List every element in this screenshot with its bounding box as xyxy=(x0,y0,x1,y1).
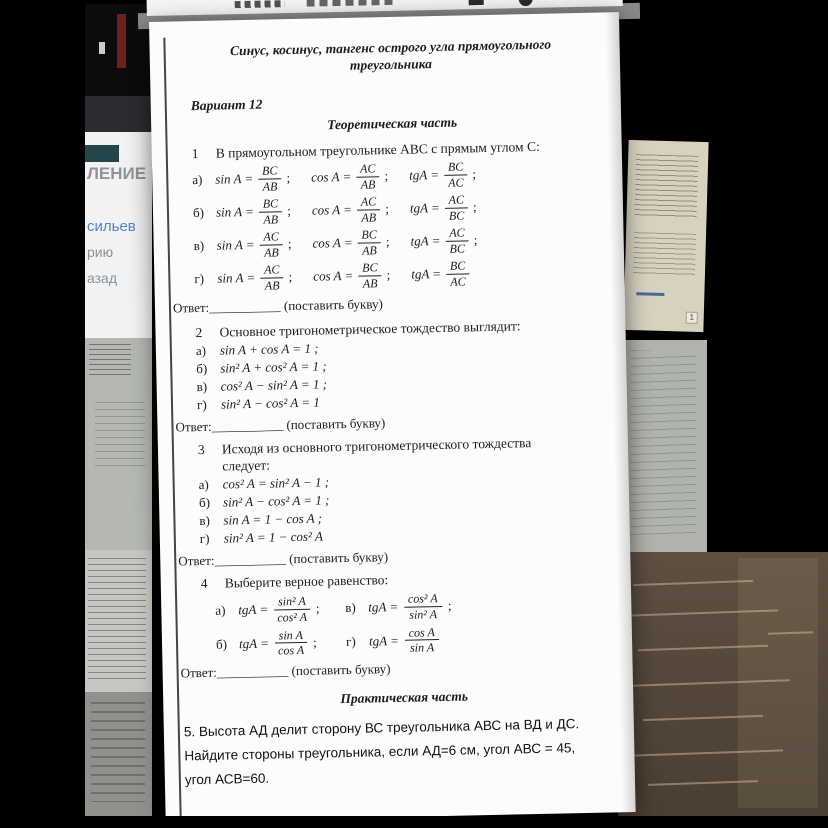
option-formula: cos² A = sin² A − 1 ; xyxy=(222,473,330,492)
document-page-thumbnail[interactable] xyxy=(623,140,708,332)
option-label: г) xyxy=(199,530,210,546)
question-number: 2 xyxy=(195,324,203,340)
sin-lhs: sin A = xyxy=(217,270,256,286)
semicolon: ; xyxy=(386,267,391,283)
cropped-text-mark xyxy=(307,0,397,7)
fraction-numerator: AC xyxy=(445,226,469,241)
tg-lhs: tgA = xyxy=(409,167,440,184)
q5-line-1: 5. Высота АД делит сторону ВС треугольника АВС на ВД и ДС. xyxy=(183,716,580,740)
tg-lhs: tgA = xyxy=(410,233,441,249)
notebook-text-block xyxy=(88,558,146,682)
cos-lhs: cos A = xyxy=(311,169,352,186)
fraction xyxy=(444,160,468,189)
fraction-denominator: AC xyxy=(448,175,464,190)
photo-highlight xyxy=(99,42,105,54)
question-text xyxy=(222,434,532,474)
q4-options-row-1 xyxy=(215,588,604,625)
webpage-heading-fragment: ЛЕНИЕ xyxy=(87,164,147,183)
tg-expression xyxy=(411,259,475,289)
semicolon: ; xyxy=(473,232,478,248)
cos-expression xyxy=(311,162,389,193)
worksheet-content xyxy=(172,35,607,793)
thumbnail-paragraph-lines xyxy=(633,232,696,278)
option-label: б) xyxy=(215,636,228,652)
photo-lower-band xyxy=(85,96,152,132)
q4-option xyxy=(215,594,346,626)
fraction xyxy=(357,195,381,224)
tg-lhs: tgA = xyxy=(409,200,440,216)
tg-lhs: tgA = xyxy=(238,601,269,618)
theory-section-heading: Теоретическая часть xyxy=(327,114,458,133)
fraction xyxy=(358,261,382,290)
notebook-photo-left-middle xyxy=(85,550,152,692)
fraction-denominator: AB xyxy=(264,277,280,293)
sin-lhs: sin A = xyxy=(215,171,254,188)
semicolon: ; xyxy=(472,166,477,182)
cropped-square-icon xyxy=(469,0,484,5)
semicolon: ; xyxy=(315,600,320,616)
tg-expression xyxy=(410,226,477,256)
fraction-numerator: sin A xyxy=(275,628,307,644)
question-text: Основное тригонометрическое тождество выглядит: xyxy=(219,317,521,340)
title-line-1: Синус, косинус, тангенс острого угла прямоугольного xyxy=(229,36,552,59)
sin-expression xyxy=(216,197,291,227)
tg-lhs: tgA = xyxy=(411,266,442,282)
fraction-numerator: BC xyxy=(358,261,382,276)
answer-line-q2: Ответ:___________ (поставить букву) xyxy=(175,414,386,435)
fraction-denominator: AB xyxy=(263,212,279,227)
option-label: а) xyxy=(192,172,203,188)
sin-lhs: sin A = xyxy=(215,204,255,220)
question-text: Выберите верное равенство: xyxy=(224,571,389,591)
semicolon: ; xyxy=(384,168,389,184)
q1-option-row-a xyxy=(192,158,595,195)
option-formula: cos² A − sin² A = 1 ; xyxy=(220,375,328,394)
webpage-logo-block xyxy=(85,145,119,162)
notebook-text-block xyxy=(91,702,145,802)
option-label: б) xyxy=(192,205,205,221)
fraction xyxy=(275,628,308,658)
fraction-numerator: BC xyxy=(258,164,282,179)
fraction-denominator: AB xyxy=(361,210,377,225)
webpage-text-fragment-1: рию xyxy=(87,244,114,260)
fraction xyxy=(259,197,283,226)
cos-expression xyxy=(313,261,391,292)
option-label: г) xyxy=(194,271,205,287)
fraction-denominator: sin A xyxy=(409,640,435,656)
notebook-photo-left-lower xyxy=(85,692,152,816)
option-formula: sin² A − cos² A = 1 xyxy=(220,394,320,412)
option-formula: sin A = 1 − cos A ; xyxy=(223,510,323,528)
q4-option xyxy=(216,628,347,660)
fraction-denominator: AB xyxy=(262,179,278,194)
webpage-author-link[interactable]: сильев xyxy=(87,218,136,235)
option-label: б) xyxy=(196,360,208,376)
fraction xyxy=(444,193,468,222)
handwriting-stroke xyxy=(633,580,753,586)
question-number: 3 xyxy=(197,441,205,457)
fraction-denominator: cos² A xyxy=(277,609,308,625)
option-label: г) xyxy=(345,633,356,649)
fraction-numerator: BC xyxy=(259,197,283,212)
fraction xyxy=(356,162,380,191)
q5-line-3: угол АСВ=60. xyxy=(184,771,270,788)
tg-lhs: tgA = xyxy=(238,635,270,652)
option-label: б) xyxy=(198,494,211,510)
thumbnail-link-line xyxy=(636,292,664,296)
cos-lhs: cos A = xyxy=(312,235,353,251)
q5-line-2: Найдите стороны треугольника, если АД=6 см, угол АВС = 45, xyxy=(184,740,576,764)
question-text-line-2: следует: xyxy=(222,457,271,474)
fraction-denominator: BC xyxy=(448,208,465,223)
option-formula: sin² A + cos² A = 1 ; xyxy=(220,357,327,376)
semicolon: ; xyxy=(288,269,293,285)
question-4 xyxy=(201,566,603,591)
variant-label: Вариант 12 xyxy=(190,96,263,114)
fraction-numerator: AC xyxy=(356,162,380,177)
tg-lhs: tgA = xyxy=(368,598,399,615)
fraction xyxy=(405,626,440,656)
photo-red-light xyxy=(117,14,126,68)
option-label: а) xyxy=(198,476,209,492)
answer-line-q4: Ответ:___________ (поставить букву) xyxy=(180,661,391,681)
fraction xyxy=(445,226,469,255)
semicolon: ; xyxy=(385,201,390,217)
fraction-denominator: AB xyxy=(360,177,376,192)
fraction-numerator: AC xyxy=(444,193,468,208)
option-formula: sin² A − cos² A = 1 ; xyxy=(222,491,330,510)
sin-lhs: sin A = xyxy=(216,237,255,253)
notebook-light-patch xyxy=(738,558,818,808)
fraction-denominator: BC xyxy=(449,241,466,256)
q1-option-row-g xyxy=(194,256,597,293)
fraction-numerator: cos A xyxy=(405,626,439,642)
fraction-numerator: sin² A xyxy=(274,594,310,610)
question-number: 1 xyxy=(191,145,199,162)
cos-lhs: cos A = xyxy=(311,202,353,218)
question-5 xyxy=(184,712,609,793)
semicolon: ; xyxy=(385,234,390,250)
answer-line-q3: Ответ:___________ (поставить букву) xyxy=(178,548,389,569)
semicolon: ; xyxy=(472,199,477,215)
fraction xyxy=(404,592,442,622)
worksheet-page xyxy=(149,12,636,822)
fraction-numerator: AC xyxy=(260,263,284,278)
answer-line-q1: Ответ:___________ (поставить букву) xyxy=(172,295,383,316)
fraction xyxy=(446,259,470,288)
brown-notebook-photo xyxy=(618,552,828,817)
option-label: в) xyxy=(196,378,208,394)
cropped-circle-icon xyxy=(519,0,533,6)
title-line-2: треугольника xyxy=(349,56,433,73)
tg-expression xyxy=(410,193,477,223)
fraction-numerator: cos² A xyxy=(404,592,442,608)
cropped-text-mark xyxy=(235,0,285,8)
option-label: в) xyxy=(193,238,205,254)
q4-option xyxy=(345,591,452,622)
q4-option xyxy=(346,625,446,656)
sin-expression xyxy=(215,164,290,194)
tg-lhs: tgA = xyxy=(368,632,400,649)
tg-expression xyxy=(409,160,476,190)
fraction-denominator: cos A xyxy=(277,643,305,658)
option-formula: sin² A = 1 − cos² A xyxy=(223,528,323,546)
cos-lhs: cos A = xyxy=(313,267,354,284)
option-label: а) xyxy=(215,602,226,618)
question-text: В прямоугольном треугольнике ABC с прямым углом C: xyxy=(215,138,540,161)
sin-expression xyxy=(216,230,291,260)
semicolon: ; xyxy=(286,170,291,186)
background-webpage-panel xyxy=(85,132,152,338)
fraction-denominator: AB xyxy=(362,275,378,291)
worksheet-title xyxy=(189,35,592,77)
question-number: 4 xyxy=(200,575,208,591)
bottom-letterbox-bar xyxy=(0,816,828,828)
cos-expression xyxy=(312,228,390,259)
notebook-text-block xyxy=(89,344,131,378)
notebook-text-block xyxy=(630,350,696,540)
q1-option-row-b xyxy=(193,191,596,228)
option-label: г) xyxy=(196,396,207,412)
fraction-numerator: BC xyxy=(357,228,381,243)
sin-expression xyxy=(217,263,292,293)
q4-options-row-2 xyxy=(216,622,605,659)
question-text-line-1: Исходя из основного тригонометрического тождества xyxy=(221,434,532,457)
fraction-denominator: AB xyxy=(263,245,279,260)
fraction xyxy=(258,164,282,193)
fraction-numerator: BC xyxy=(444,160,468,175)
webpage-text-fragment-2: азад xyxy=(87,270,118,286)
question-3 xyxy=(198,432,601,474)
fraction-denominator: AC xyxy=(450,274,466,289)
cos-expression xyxy=(312,195,390,226)
fraction-numerator: AC xyxy=(357,195,381,210)
semicolon: ; xyxy=(312,634,317,650)
option-label: в) xyxy=(345,599,356,616)
fraction-denominator: sin² A xyxy=(409,606,438,622)
fraction-numerator: BC xyxy=(446,259,470,274)
thumbnail-page-number: 1 xyxy=(686,312,698,324)
q1-option-row-v xyxy=(193,224,596,261)
fraction xyxy=(259,230,283,259)
practice-section-heading: Практическая часть xyxy=(340,688,469,707)
option-formula: sin A + cos A = 1 ; xyxy=(219,340,319,358)
notebook-photo-left-upper xyxy=(85,338,152,550)
fraction xyxy=(274,594,310,624)
fraction-numerator: AC xyxy=(259,230,283,245)
option-label: а) xyxy=(195,342,207,358)
semicolon: ; xyxy=(287,203,292,219)
notebook-photo-right xyxy=(622,340,707,552)
fraction xyxy=(260,263,284,292)
semicolon: ; xyxy=(447,597,452,613)
semicolon: ; xyxy=(287,236,292,252)
fraction xyxy=(357,228,381,257)
thumbnail-paragraph-lines xyxy=(634,154,698,220)
fraction-denominator: AB xyxy=(361,243,377,258)
notebook-text-block xyxy=(95,402,145,472)
option-label: в) xyxy=(199,512,211,528)
